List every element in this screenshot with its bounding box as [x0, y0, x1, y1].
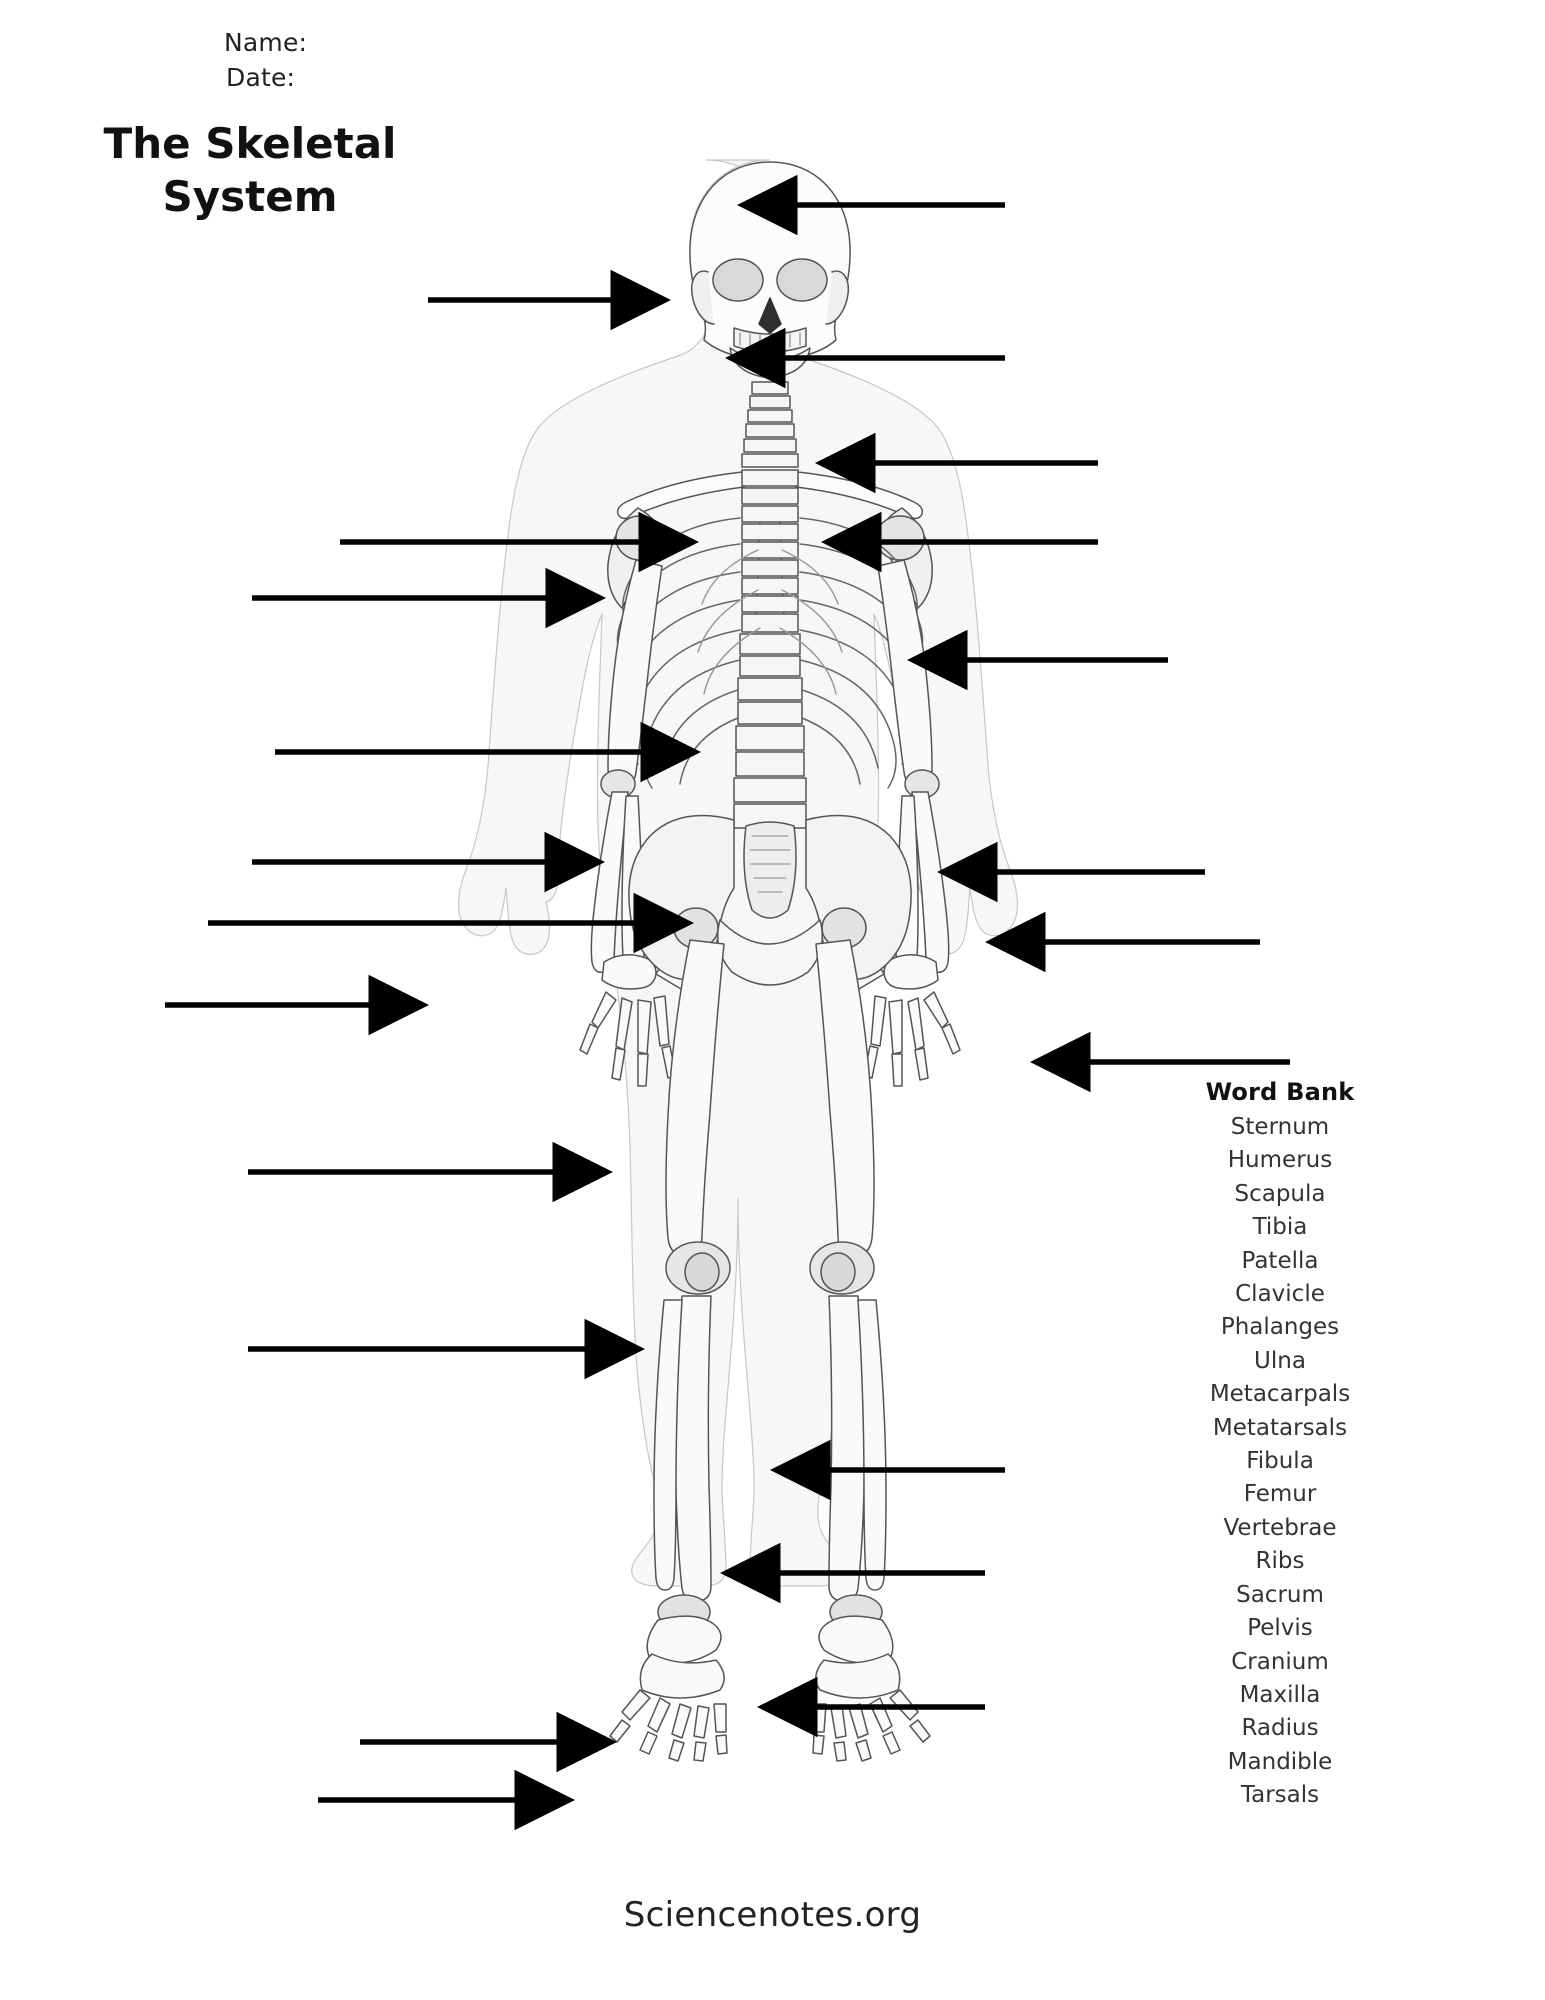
word-bank [1150, 1078, 1410, 1813]
word-bank-item: Metatarsals [1212, 1414, 1348, 1441]
page-title: The Skeletal System [103, 119, 397, 221]
word-bank-item: Pelvis [1247, 1615, 1313, 1642]
word-bank-item: Maxilla [1239, 1681, 1321, 1708]
word-bank-item: Tibia [1252, 1214, 1308, 1241]
date-label: Date: [226, 63, 296, 92]
word-bank-item: Metacarpals [1209, 1381, 1351, 1408]
word-bank-item: Humerus [1227, 1147, 1333, 1174]
word-bank-title: Word Bank [1205, 1078, 1355, 1106]
word-bank-item: Fibula [1246, 1448, 1314, 1475]
word-bank-item: Vertebrae [1223, 1514, 1337, 1541]
word-bank-item: Mandible [1227, 1748, 1333, 1775]
word-bank-item: Scapula [1234, 1180, 1326, 1207]
word-bank-item: Ribs [1255, 1548, 1305, 1575]
word-bank-item: Phalanges [1220, 1314, 1340, 1341]
skeleton-illustration [390, 120, 1150, 1840]
word-bank-item: Tarsals [1240, 1782, 1320, 1809]
word-bank-item: Patella [1241, 1247, 1319, 1274]
word-bank-item: Clavicle [1235, 1281, 1325, 1308]
site-credit: Sciencenotes.org [623, 1895, 922, 1935]
word-bank-item: Sacrum [1236, 1581, 1324, 1608]
name-label: Name: [224, 28, 308, 57]
word-bank-item: Ulna [1254, 1347, 1306, 1374]
word-bank-item: Radius [1241, 1715, 1319, 1742]
word-bank-item: Cranium [1231, 1648, 1329, 1675]
word-bank-item: Sternum [1230, 1114, 1330, 1140]
word-bank-item: Femur [1243, 1481, 1317, 1508]
